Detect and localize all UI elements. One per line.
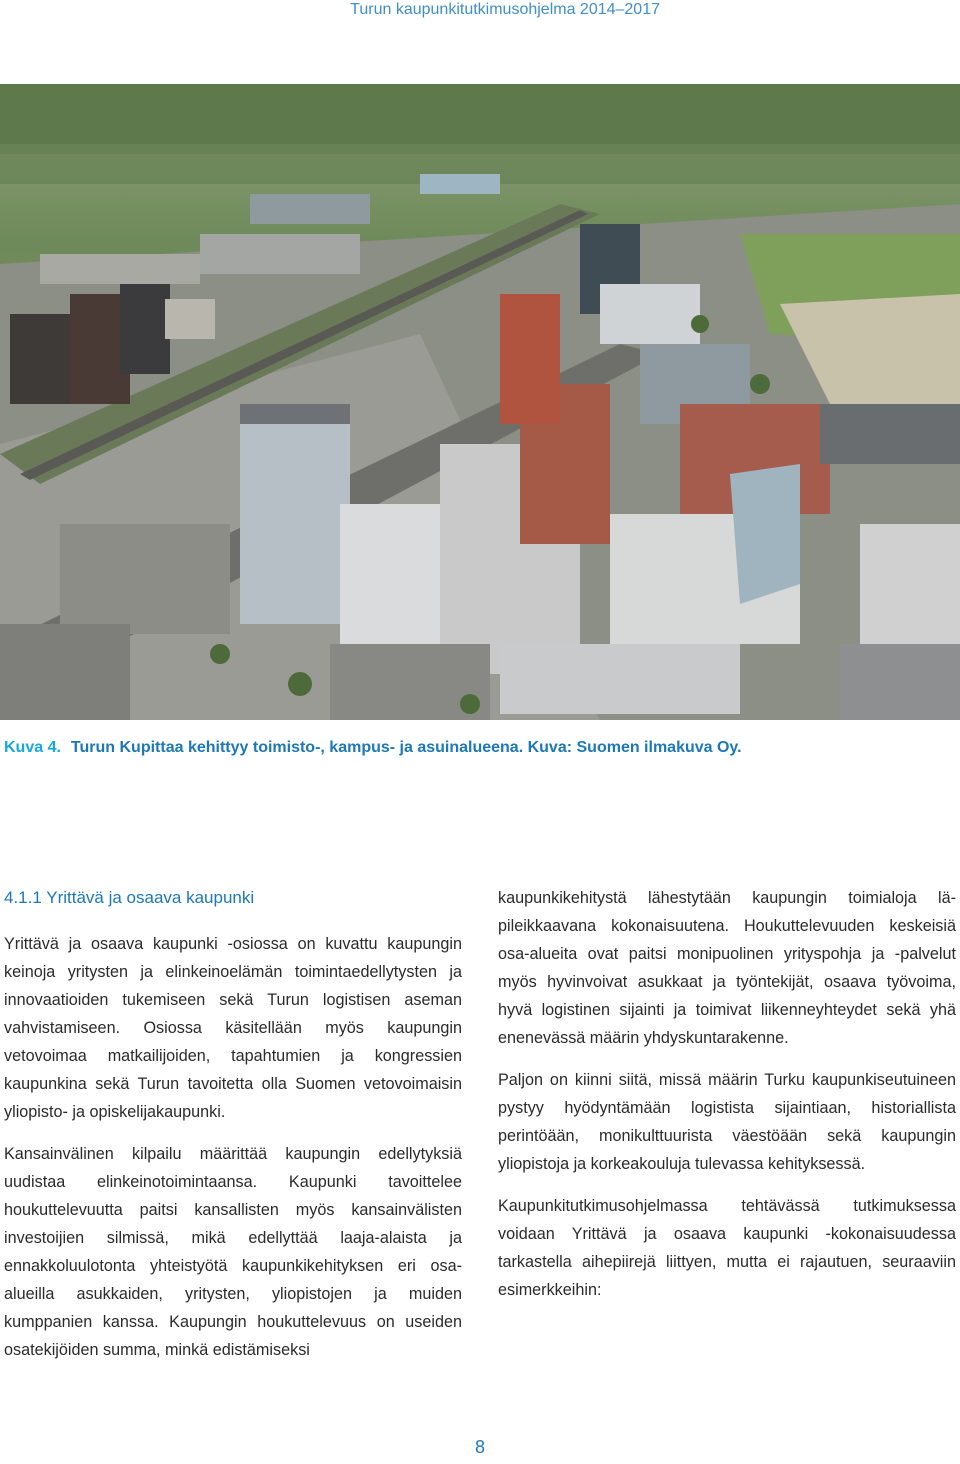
text-column-right: [498, 884, 956, 1318]
figure-caption: [4, 738, 944, 758]
page-number: 8: [474, 1437, 485, 1457]
paragraph: Yrittävä ja osaava kaupunki -osiossa on kuvattu kaupungin keinoja yritysten ja elinkeinoelämän toimintaedellytysten ja innovaatioiden tukemiseen sekä Turun logistisen aseman vahvistamiseen. Osiossa käsitellään myös kaupungin vetovoimaa matkailijoiden, tapahtumien ja kongressien kaupunkina sekä Turun tavoitetta olla Suomen vetovoimaisin yliopisto- ja opiskelijakaupunki.: [4, 935, 462, 1121]
paragraph: Kaupunkitutkimusohjelmassa tehtävässä tutkimuksessa voidaan Yrittävä ja osaava kaupunki -kokonaisuudessa tarkastella aihepiirejä liittyen, mutta ei rajautuen, seuraaviin esimerkkeihin:: [498, 1197, 956, 1299]
paragraph: Kansainvälinen kilpailu määrittää kaupungin edellytyksiä uudistaa elinkeinotoimintaansa. Kaupunki tavoittelee houkuttelevuutta paitsi kansallisten myös kansainvälisten investoijien silmissä, mikä edellyttää laaja-alaista ja ennakkoluulotonta yhteistyötä kaupunkikehityksen eri osa-alueilla asukkaiden, yritysten, yliopistojen ja muiden kumppanien kanssa. Kaupungin houkuttelevuus on useiden osatekijöiden summa, minkä edistämiseksi: [4, 1145, 462, 1359]
running-header: Turun kaupunkitutkimusohjelma 2014–2017: [350, 1, 660, 18]
text-column-left: [4, 884, 462, 1378]
figure-label: Kuva 4.: [4, 739, 61, 756]
aerial-photo-kupittaa: [0, 84, 960, 720]
paragraph: Paljon on kiinni siitä, missä määrin Turku kaupunkiseutuineen pystyy hyödyntämään logistista sijaintiaan, historiallista perintöään, monikulttuurista väestöään sekä kaupungin yliopistoja ja korkeakouluja tulevassa kehityksessä.: [498, 1071, 956, 1173]
section-heading: 4.1.1 Yrittävä ja osaava kaupunki: [4, 888, 255, 907]
paragraph: kaupunkikehitystä lähestytään kaupungin toimialoja läpileikkaavana kokonaisuutena. Houkuttelevuuden keskeisiä osa-alueita ovat paitsi monipuolinen yrityspohja ja -palvelut myös hyvinvoivat asukkaat ja työntekijät, osaava työvoima, hyvä logistinen sijainti ja toimivat liikenneyhteydet sekä yhä enenevässä määrin yhdyskuntarakenne.: [498, 889, 956, 1047]
aerial-photo-illustration: [0, 84, 960, 720]
figure-caption-text: Turun Kupittaa kehittyy toimisto-, kampus- ja asuinalueena. Kuva: Suomen ilmakuva Oy.: [70, 739, 742, 756]
